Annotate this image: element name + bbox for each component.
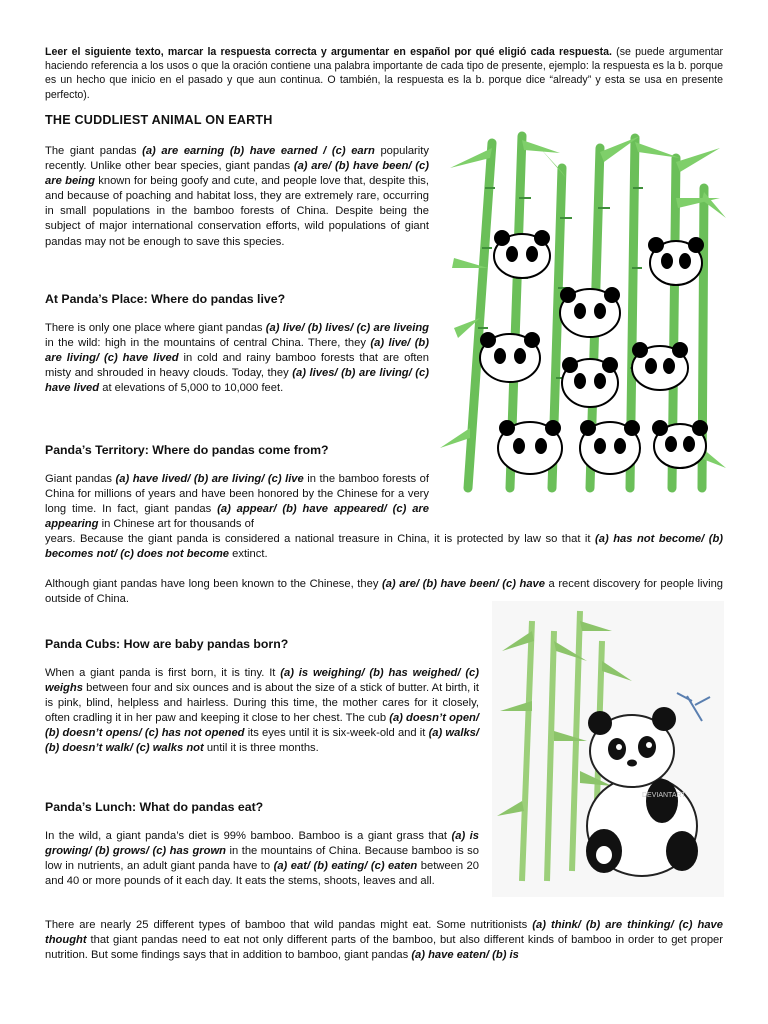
image-watermark: DEVIANTART <box>642 792 686 799</box>
section-heading-place: At Panda’s Place: Where do pandas live? <box>45 292 286 306</box>
article-title: THE CUDDLIEST ANIMAL ON EARTH <box>45 113 273 127</box>
text: that giant pandas need to eat not only different parts of the bamboo, but also different kinds of bamboo in order to get proper nutrition. But some findings says that in addition to bamboo, giant pandas <box>45 934 723 962</box>
text: There are nearly 25 different types of bamboo that wild pandas might eat. Some nutritionists <box>45 919 533 931</box>
text: until it is three months. <box>203 742 319 755</box>
text: in Chinese art for thousands of <box>98 518 254 531</box>
text: Although giant pandas have long been known to the Chinese, they <box>45 578 382 590</box>
answer-options: (a) have lived/ (b) are living/ (c) live <box>115 473 304 485</box>
answer-options: (a) lives/ (b) are living/ (c) have lived <box>45 367 429 395</box>
instructions-bold: Leer el siguiente texto, marcar la respuesta correcta y argumentar en español por qué eligió cada respuesta. <box>45 46 612 58</box>
answer-options: (a) appear/ (b) have appeared/ (c) are appearing <box>45 503 429 531</box>
text: years. Because the giant panda is considered a national treasure in China, it is protected by law so that it <box>45 533 596 545</box>
answer-options: (a) is growing/ (b) grows/ (c) has grown <box>45 830 479 858</box>
text: Giant pandas <box>45 473 116 485</box>
section-heading-cubs: Panda Cubs: How are baby pandas born? <box>45 637 289 651</box>
paragraph-lunch <box>45 829 479 889</box>
instructions <box>45 45 723 102</box>
panda-eating-bamboo-illustration <box>492 601 724 897</box>
answer-options: (a) walks/ (b) doesn’t walk/ (c) walks not <box>45 727 479 755</box>
text: at elevations of 5,000 to 10,000 feet. <box>99 382 284 395</box>
pandas-bamboo-illustration <box>440 128 726 496</box>
paragraph-intro <box>45 144 429 250</box>
answer-options: (a) are/ (b) have been/ (c) have <box>381 578 546 590</box>
paragraph-place <box>45 321 429 396</box>
text: When a giant panda is first born, it is tiny. It <box>45 667 281 679</box>
paragraph-bamboo-types <box>45 918 723 963</box>
text: between 20 and 40 or more pounds of it each day. It eats the stems, shoots, leaves and all. <box>45 860 479 888</box>
answer-options: (a) live/ (b) are living/ (c) have lived <box>45 337 429 365</box>
text: in the bamboo forests of China for millions of years and have been honored by the Chinese for a very long time. In fact, giant pandas <box>45 473 429 516</box>
paragraph-territory-a <box>45 472 429 532</box>
text: in cold and rainy bamboo forests that are often misty and shrouded in heavy clouds. Today, they <box>45 352 429 380</box>
text: The giant pandas <box>45 145 143 157</box>
answer-options: (a) doesn’t open/ (b) doesn’t opens/ (c) has not opened <box>45 712 479 740</box>
text: in the wild: high in the mountains of central China. There, they <box>45 337 371 350</box>
answer-options: (a) is weighing/ (b) has weighed/ (c) weighs <box>45 667 480 695</box>
answer-options: (a) are earning (b) have earned / (c) earn <box>142 145 375 157</box>
answer-options: (a) live/ (b) lives/ (c) are liveing <box>265 322 429 334</box>
text: known for being goofy and cute, and people love that, despite this, and because of poaching and habitat loss, they are extremely rare, occurring in small populations in the bamboo forests of China. Despite being the subject of major international conservation efforts, wild populations of giant pandas may not be enough to save this species. <box>45 175 429 248</box>
text: a recent discovery for people living outside of China. <box>45 578 724 606</box>
answer-options: (a) are/ (b) have been/ (c) are being <box>45 160 429 188</box>
section-heading-territory: Panda’s Territory: Where do pandas come from? <box>45 443 329 457</box>
text: In the wild, a giant panda’s diet is 99% bamboo. Bamboo is a giant grass that <box>45 830 452 842</box>
answer-options: (a) think/ (b) are thinking/ (c) have thought <box>45 919 723 947</box>
text: between four and six ounces and is about the size of a stick of butter. At birth, it is pink, blind, helpless and hairless. During this time, the mother cares for it closely, often cradling it in her paw and keeping it close to her chest. The cub <box>45 682 479 725</box>
answer-options: (a) eat/ (b) eating/ (c) eaten <box>273 860 418 873</box>
section-heading-lunch: Panda’s Lunch: What do pandas eat? <box>45 800 264 814</box>
text: There is only one place where giant pandas <box>45 322 266 334</box>
answer-options: (a) has not become/ (b) becomes not/ (c) does not become <box>45 533 724 561</box>
paragraph-cubs <box>45 666 479 757</box>
paragraph-territory-b <box>45 532 723 562</box>
instructions-text: (se puede argumentar haciendo referencia a los usos o que la oración contiene una palabra importante de cada tipo de presente, ejemplo: la respuesta es la b. porque es un hecho que inicio en el pasado y que aun continua. O también, la respuesta es la b. porque dice “already” y esta se usa en presente perfecto). <box>45 46 723 101</box>
text: extinct. <box>229 548 268 561</box>
text: in the mountains of China. Because bamboo is so low in nutrients, an adult giant panda have to <box>45 845 479 873</box>
text: popularity recently. Unlike other bear species, giant pandas <box>45 145 429 173</box>
answer-options: (a) have eaten/ (b) is <box>411 949 519 962</box>
text: its eyes until it is six-week-old and it <box>244 727 429 740</box>
